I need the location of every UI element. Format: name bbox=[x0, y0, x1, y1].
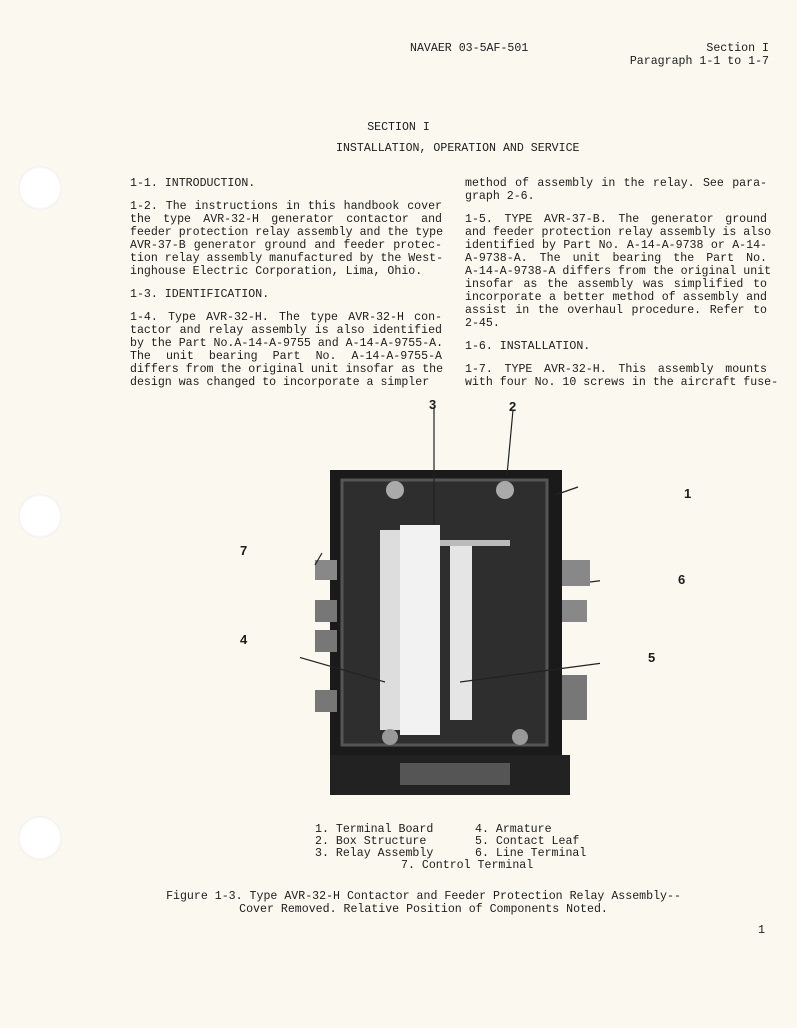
paragraph bbox=[130, 288, 442, 301]
section-title: SECTION I bbox=[367, 121, 430, 134]
section-subtitle: INSTALLATION, OPERATION AND SERVICE bbox=[336, 142, 580, 155]
header-section: Section I bbox=[706, 42, 769, 55]
text-line: A-9738-A. The unit bearing the Part No. bbox=[465, 252, 767, 265]
text-line: differs from the original unit insofar as the bbox=[130, 363, 444, 376]
text-line: 2-45. bbox=[465, 317, 500, 330]
text-line: 1-5. TYPE AVR-37-B. The generator ground bbox=[465, 213, 767, 226]
punch-hole bbox=[18, 816, 62, 860]
text-line: with four No. 10 screws in the aircraft fuse- bbox=[465, 376, 779, 389]
text-line: 1-1. INTRODUCTION. bbox=[130, 177, 256, 190]
callout-1: 1 bbox=[684, 486, 692, 501]
text-line: inghouse Electric Corporation, Lima, Ohio. bbox=[130, 265, 423, 278]
legend-item: 1. Terminal Board bbox=[315, 823, 434, 836]
paragraph bbox=[465, 213, 772, 330]
figure-legend bbox=[315, 824, 586, 872]
text-line: graph 2-6. bbox=[465, 190, 535, 203]
text-line: 1-4. Type AVR-32-H. The type AVR-32-H con- bbox=[130, 311, 442, 324]
doc-id: NAVAER 03-5AF-501 bbox=[410, 42, 529, 55]
text-line: insofar as the assembly was simplified to bbox=[465, 278, 767, 291]
paragraph bbox=[465, 363, 779, 389]
text-line: A-14-A-9738-A differs from the original unit bbox=[465, 265, 772, 278]
left-column bbox=[130, 177, 442, 389]
paragraph bbox=[130, 200, 442, 278]
callout-2: 2 bbox=[509, 399, 517, 414]
text-line: feeder protection relay assembly and the type bbox=[130, 226, 444, 239]
paragraph bbox=[465, 340, 767, 353]
text-line: AVR-37-B generator ground and feeder protec- bbox=[130, 239, 442, 252]
paragraph bbox=[130, 177, 442, 190]
paragraph bbox=[465, 177, 767, 203]
text-line: tion relay assembly manufactured by the West- bbox=[130, 252, 444, 265]
header-paragraphs: Paragraph 1-1 to 1-7 bbox=[629, 55, 769, 68]
header-right bbox=[630, 42, 769, 68]
paragraph bbox=[130, 311, 442, 389]
text-line: 1-7. TYPE AVR-32-H. This assembly mounts bbox=[465, 363, 767, 376]
text-line: identified by Part No. A-14-A-9738 or A-14- bbox=[465, 239, 767, 252]
legend-item: 2. Box Structure bbox=[315, 835, 427, 848]
callout-5: 5 bbox=[648, 650, 656, 665]
callout-7: 7 bbox=[240, 543, 248, 558]
callout-4: 4 bbox=[240, 632, 248, 647]
right-column bbox=[465, 177, 779, 389]
callout-6: 6 bbox=[678, 572, 686, 587]
text-line: by the Part No.A-14-A-9755 and A-14-A-9755-A. bbox=[130, 337, 444, 350]
text-line: the type AVR-32-H generator contactor and bbox=[130, 213, 442, 226]
text-line: tactor and relay assembly is also identified bbox=[130, 324, 442, 337]
legend-item: 3. Relay Assembly bbox=[315, 847, 434, 860]
caption-line: Figure 1-3. Type AVR-32-H Contactor and Feeder Protection Relay Assembly-- bbox=[166, 890, 681, 903]
legend-item: 5. Contact Leaf bbox=[475, 835, 580, 848]
text-line: and feeder protection relay assembly is also bbox=[465, 226, 772, 239]
text-line: method of assembly in the relay. See para- bbox=[465, 177, 767, 190]
legend-item: 7. Control Terminal bbox=[401, 859, 534, 872]
figure-caption bbox=[0, 890, 797, 916]
caption-line: Cover Removed. Relative Position of Components Noted. bbox=[239, 903, 608, 916]
text-line: assist in the overhaul procedure. Refer to bbox=[465, 304, 767, 317]
text-line: incorporate a better method of assembly and bbox=[465, 291, 767, 304]
relay-photo bbox=[300, 395, 600, 805]
legend-item: 4. Armature bbox=[475, 823, 552, 836]
text-line: The unit bearing Part No. A-14-A-9755-A bbox=[130, 350, 442, 363]
page-number: 1 bbox=[758, 924, 765, 937]
punch-hole bbox=[18, 166, 62, 210]
text-line: 1-3. IDENTIFICATION. bbox=[130, 288, 270, 301]
legend-item: 6. Line Terminal bbox=[475, 847, 587, 860]
text-line: 1-6. INSTALLATION. bbox=[465, 340, 591, 353]
punch-hole bbox=[18, 494, 62, 538]
text-line: 1-2. The instructions in this handbook cover bbox=[130, 200, 442, 213]
callout-3: 3 bbox=[429, 397, 437, 412]
text-line: design was changed to incorporate a simpler bbox=[130, 376, 430, 389]
